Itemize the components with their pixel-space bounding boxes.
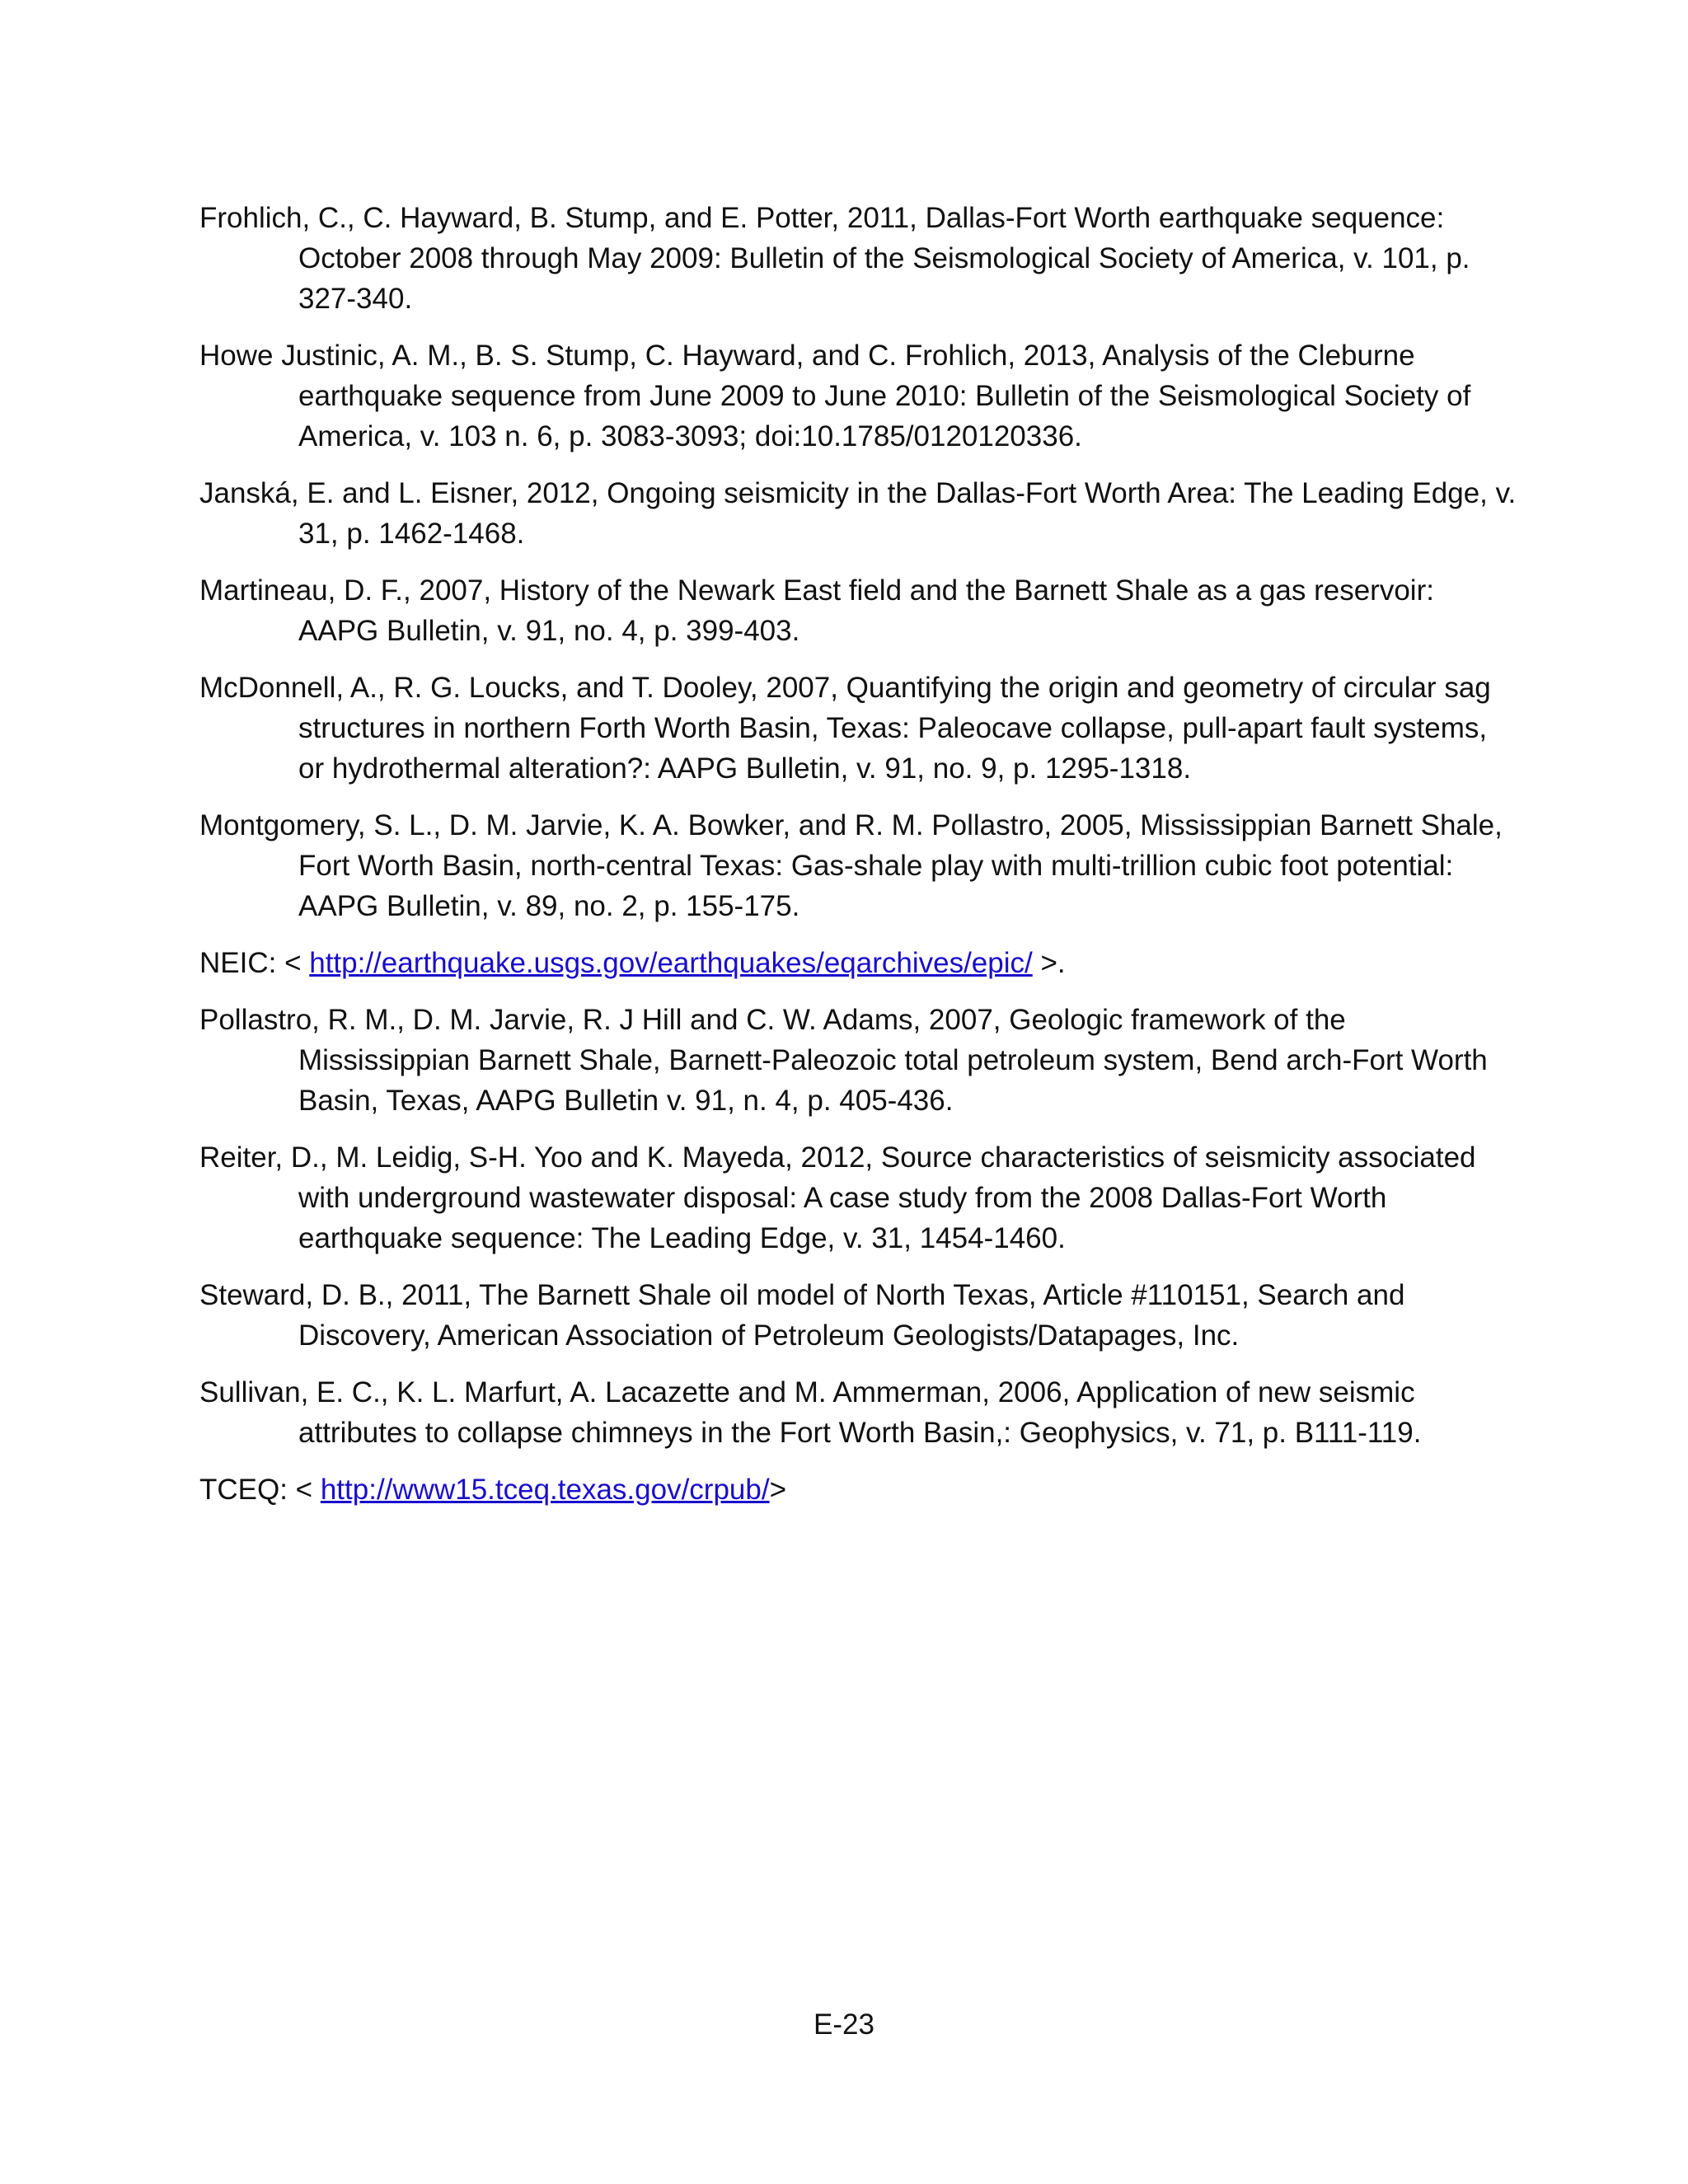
reference-howe-justinic-2013: Howe Justinic, A. M., B. S. Stump, C. Hayward, and C. Frohlich, 2013, Analysis of the Cleburne earthquake sequence from June 2009 to June 2010: Bulletin of the Seismological Society of America, v. 103 n. 6, p. 3083-3093; doi:10.1785/0120120336. [199, 340, 1471, 452]
reference-neic-prefix: NEIC: < [199, 947, 310, 979]
reference-reiter-2012: Reiter, D., M. Leidig, S-H. Yoo and K. Mayeda, 2012, Source characteristics of seismicity associated with underground wastewater disposal: A case study from the 2008 Dallas-Fort Worth earthquake sequence: The Leading Edge, v. 31, 1454-1460. [199, 1141, 1476, 1254]
reference-janska-2012: Janská, E. and L. Eisner, 2012, Ongoing seismicity in the Dallas-Fort Worth Area: The Leading Edge, v. 31, p. 1462-1468. [199, 477, 1517, 550]
reference-pollastro-2007: Pollastro, R. M., D. M. Jarvie, R. J Hill and C. W. Adams, 2007, Geologic framework of the Mississippian Barnett Shale, Barnett-Paleozoic total petroleum system, Bend arch-Fort Worth Basin, Texas, AAPG Bulletin v. 91, n. 4, p. 405-436. [199, 1004, 1488, 1117]
reference-list [199, 198, 1518, 1526]
reference-tceq-suffix: > [769, 1474, 787, 1506]
reference-martineau-2007: Martineau, D. F., 2007, History of the Newark East field and the Barnett Shale as a gas reservoir: AAPG Bulletin, v. 91, no. 4, p. 399-403. [199, 574, 1434, 647]
neic-link[interactable]: http://earthquake.usgs.gov/earthquakes/eqarchives/epic/ [309, 947, 1033, 979]
reference-sullivan-2006: Sullivan, E. C., K. L. Marfurt, A. Lacazette and M. Ammerman, 2006, Application of new seismic attributes to collapse chimneys in the Fort Worth Basin,: Geophysics, v. 71, p. B111-119. [199, 1376, 1422, 1449]
reference-tceq [199, 1469, 1518, 1510]
reference-steward-2011: Steward, D. B., 2011, The Barnett Shale oil model of North Texas, Article #110151, Search and Discovery, American Association of Petroleum Geologists/Datapages, Inc. [199, 1279, 1405, 1352]
reference-neic-suffix: >. [1032, 947, 1066, 979]
reference-neic [199, 943, 1518, 983]
tceq-link[interactable]: http://www15.tceq.texas.gov/crpub/ [320, 1474, 770, 1506]
page-number: E-23 [814, 2008, 874, 2041]
reference-montgomery-2005: Montgomery, S. L., D. M. Jarvie, K. A. Bowker, and R. M. Pollastro, 2005, Mississippian Barnett Shale, Fort Worth Basin, north-central Texas: Gas-shale play with multi-trillion cubic foot potential: AAPG Bulletin, v. 89, no. 2, p. 155-175. [199, 809, 1503, 922]
reference-frohlich-2011: Frohlich, C., C. Hayward, B. Stump, and E. Potter, 2011, Dallas-Fort Worth earthquake sequence: October 2008 through May 2009: Bulletin of the Seismological Society of America, v. 101, p. 327-340. [199, 202, 1470, 315]
reference-mcdonnell-2007: McDonnell, A., R. G. Loucks, and T. Dooley, 2007, Quantifying the origin and geometry of circular sag structures in northern Forth Worth Basin, Texas: Paleocave collapse, pull-apart fault systems, or hydrothermal alteration?: AAPG Bulletin, v. 91, no. 9, p. 1295-1318. [199, 672, 1491, 785]
reference-tceq-prefix: TCEQ: < [199, 1474, 321, 1506]
